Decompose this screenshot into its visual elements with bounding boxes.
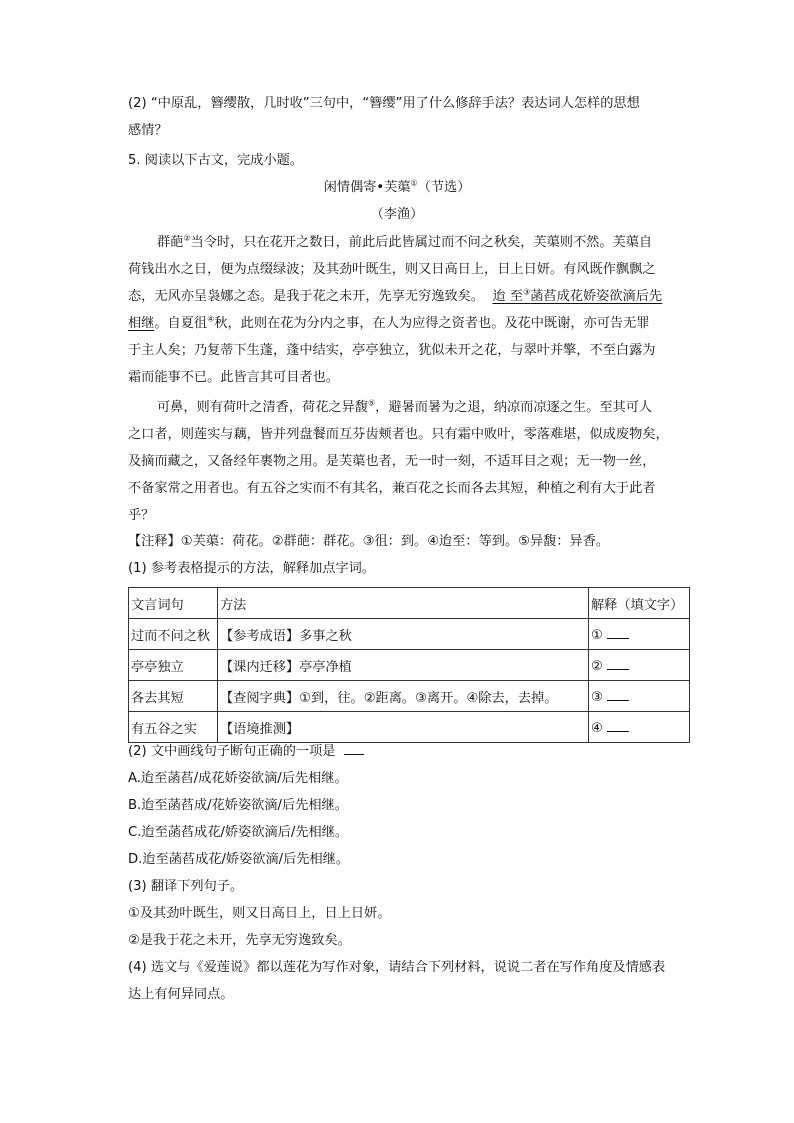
text-line: 之口者，则莲实与藕，皆并列盘餐而互芬齿颊者也。只有霜中败叶，零落难堪，似成废物矣， [128,427,669,442]
table-cell: 过而不问之秋 [129,619,218,650]
text-line: 于主人矣；乃复蒂下生蓬，蓬中结实，亭亭独立，犹似未开之花，与翠叶并擎，不至白露为 [128,343,656,358]
table-row [129,681,690,712]
text-line: 乎？ [128,508,155,523]
table-cell: 【查阅字典】①到，往。②距离。③离开。④除去，去掉。 [218,681,589,712]
table-header-cell: 文言词句 [129,588,218,619]
translation-item: ②是我于花之未开，先享无穷逸致矣。 [128,933,351,948]
answer-cell[interactable]: ④ [589,712,690,743]
sub-question-3-title: (3) 翻译下列句子。 [128,879,244,894]
answer-cell[interactable]: ① [589,619,690,650]
option-b[interactable]: B.迨至菡萏成/花娇姿欲滴/后先相继。 [128,798,348,813]
text-line: 可鼻，则有荷叶之清香，荷花之异馥⑤，避暑而暑为之退，纳凉而凉逐之生。至其可人 [157,398,653,415]
sub-question-2-title: (2) 文中画线句子断句正确的一项是 [128,742,364,762]
text-line: 达上有何异同点。 [128,987,234,1002]
table-header-cell: 解释（填文字） [589,588,690,619]
answer-blank[interactable] [344,742,364,755]
text-line: 霜而能事不已。此皆言其可目者也。 [128,370,339,385]
answer-blank[interactable] [607,626,629,639]
answer-blank[interactable] [607,657,629,670]
text-line: 群葩②当令时，只在花开之数日，前此后此皆属过而不问之秋矣，芙蕖则不然。芙蕖自 [157,233,653,250]
underlined-sentence: 迨 至③菡萏成花娇姿欲滴后先 [492,287,663,304]
table-cell: 各去其短 [129,681,218,712]
text-line: 及摘而藏之，又备经年裹物之用。是芙蕖也者，无一时一刻，不适耳目之观；无一物一丝， [128,454,656,469]
answer-cell[interactable]: ③ [589,681,690,712]
option-c[interactable]: C.迨至菡萏成花/娇姿欲滴后/先相继。 [128,825,349,840]
table-cell: 【语境推测】 [218,712,589,743]
text-line: (2) “中原乱，簪缨散，几时收”三句中，“簪缨”用了什么修辞手法？表达词人怎样的思想 [128,96,640,111]
table-header-cell: 方法 [218,588,589,619]
text-line: 荷钱出水之日，便为点缀绿波；及其劲叶既生，则又日高日上，日上日妍。有风既作飘飘之 [128,262,656,277]
option-a[interactable]: A.迨至菡萏/成花娇姿欲滴/后先相继。 [128,771,348,786]
answer-cell[interactable]: ② [589,650,690,681]
text-line: 不备家常之用者也。有五谷之实而不有其名，兼百花之长而各去其短，种植之利有大于此者 [128,481,656,496]
table-row [129,650,690,681]
table-cell: 【课内迁移】亭亭净植 [218,650,589,681]
table-row [129,619,690,650]
option-d[interactable]: D.迨至菡萏成花/娇姿欲滴/后先相继。 [128,852,350,867]
annotation-notes: 【注释】①芙蕖：荷花。②群葩：群花。③徂：到。④迨至：等到。⑤异馥：异香。 [128,534,610,549]
table-row [129,712,690,743]
text-line: 态，无风亦呈袅娜之态。是我于花之未开，先享无穷逸致矣。 迨 至③菡萏成花娇姿欲滴后先 [128,287,663,304]
sub-question-1-title: (1) 参考表格提示的方法，解释加点字词。 [128,561,376,576]
table-cell: 亭亭独立 [129,650,218,681]
answer-blank[interactable] [607,688,629,701]
table-header-row [129,588,690,619]
sub-question-4-title: (4) 选文与《爱莲说》都以莲花为写作对象，请结合下列材料，说说二者在写作角度及情感表 [128,960,666,975]
table-cell: 【参考成语】多事之秋 [218,619,589,650]
text-line: 感情？ [128,123,168,138]
answer-blank[interactable] [607,719,629,732]
table-cell: 有五谷之实 [129,712,218,743]
passage-title: 闲情偶寄•芙蕖①（节选） [323,178,471,195]
vocab-table [128,587,690,743]
text-line: 相继。自夏徂④秋，此则在花为分内之事，在人为应得之资者也。及花中既谢，亦可告无罪 [128,314,650,331]
translation-item: ①及其劲叶既生，则又日高日上，日上日妍。 [128,906,391,921]
passage-author: （李渔） [370,207,424,222]
question-5-title: 5. 阅读以下古文，完成小题。 [128,153,304,168]
